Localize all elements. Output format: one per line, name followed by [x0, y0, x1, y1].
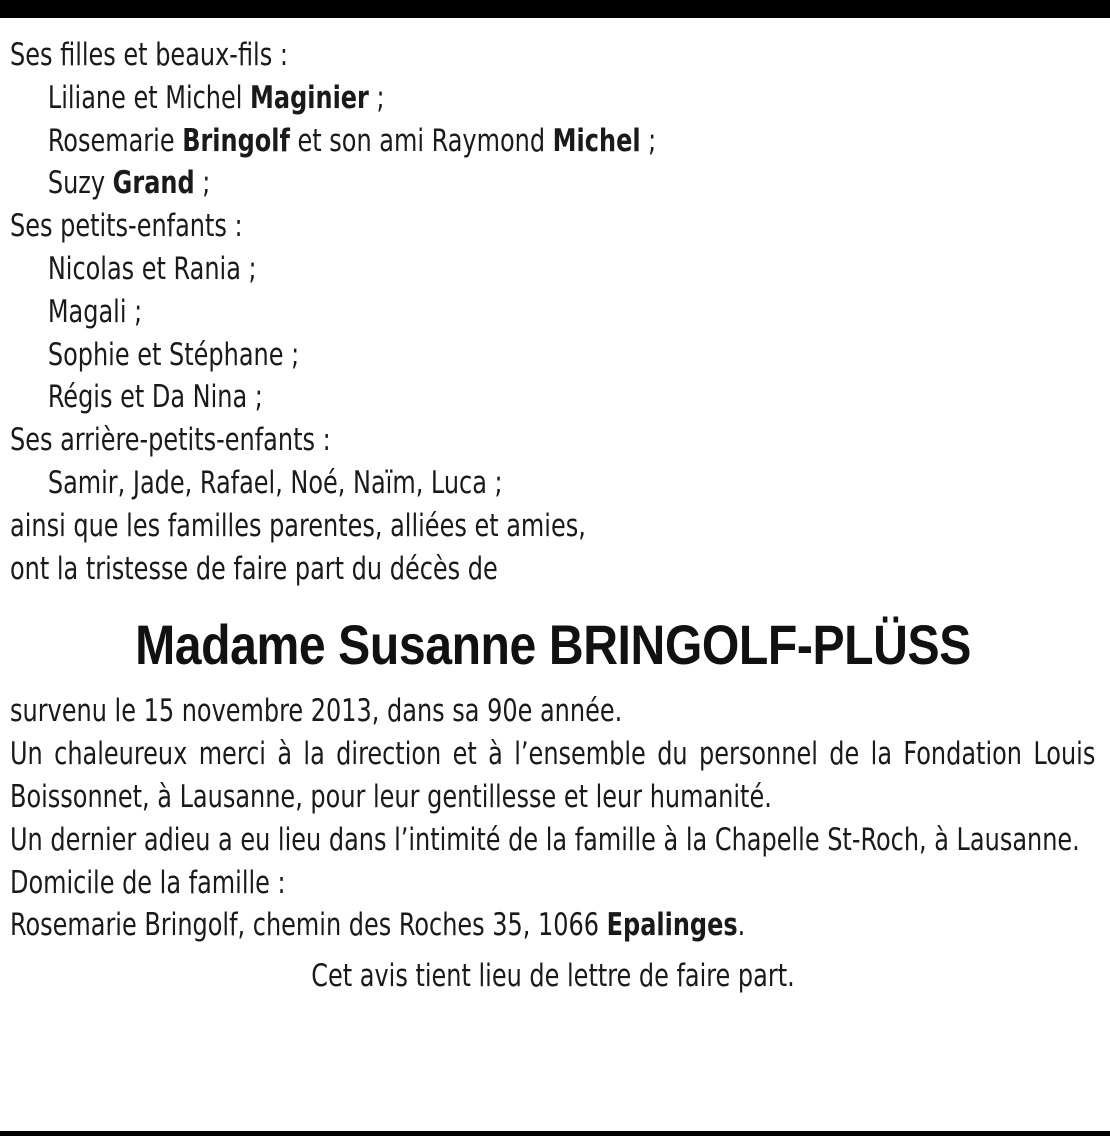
footer-note: Cet avis tient lieu de lettre de faire part. [311, 958, 795, 995]
grandchild-entry: Magali ; [47, 293, 143, 330]
address-line: Rosemarie Bringolf, chemin des Roches 35, 1066 Epalinges. [10, 907, 746, 944]
grandchildren-heading: Ses petits-enfants : [10, 208, 243, 245]
grandchild-entry: Nicolas et Rania ; [47, 250, 257, 287]
bottom-rule [0, 1131, 1110, 1136]
deceased-name: Madame Susanne BRINGOLF-PLÜSS [135, 613, 971, 677]
notice-body [10, 690, 1095, 947]
date-line: survenu le 15 novembre 2013, dans sa 90e année. [10, 693, 623, 730]
others-line: ainsi que les familles parentes, alliées et amies, [10, 507, 586, 544]
farewell-paragraph: Un dernier adieu a eu lieu dans l’intimité de la famille à la Chapelle St-Roch, à Lausanne. [10, 821, 1080, 858]
great-grandchildren-heading: Ses arrière-petits-enfants : [10, 422, 331, 459]
daughter-entry: Rosemarie Bringolf et son ami Raymond Michel ; [47, 122, 657, 159]
obituary-notice [10, 34, 1096, 998]
grandchild-entry: Sophie et Stéphane ; [47, 336, 300, 373]
great-grandchildren-list: Samir, Jade, Rafael, Noé, Naïm, Luca ; [47, 464, 503, 501]
thanks-paragraph: Un chaleureux merci à la direction et à l’ensemble du personnel de la Fondation Louis Boissonnet, à Lausanne, pour leur gentillesse et leur humanité. [10, 736, 1096, 815]
daughter-entry: Suzy Grand ; [47, 165, 211, 202]
daughter-entry: Liliane et Michel Maginier ; [47, 79, 385, 116]
grandchild-entry: Régis et Da Nina ; [47, 379, 263, 416]
domicile-heading: Domicile de la famille : [10, 864, 286, 901]
announcement-line: ont la tristesse de faire part du décès de [10, 550, 498, 587]
daughters-heading: Ses filles et beaux-fils : [10, 37, 288, 73]
top-rule [0, 0, 1110, 18]
